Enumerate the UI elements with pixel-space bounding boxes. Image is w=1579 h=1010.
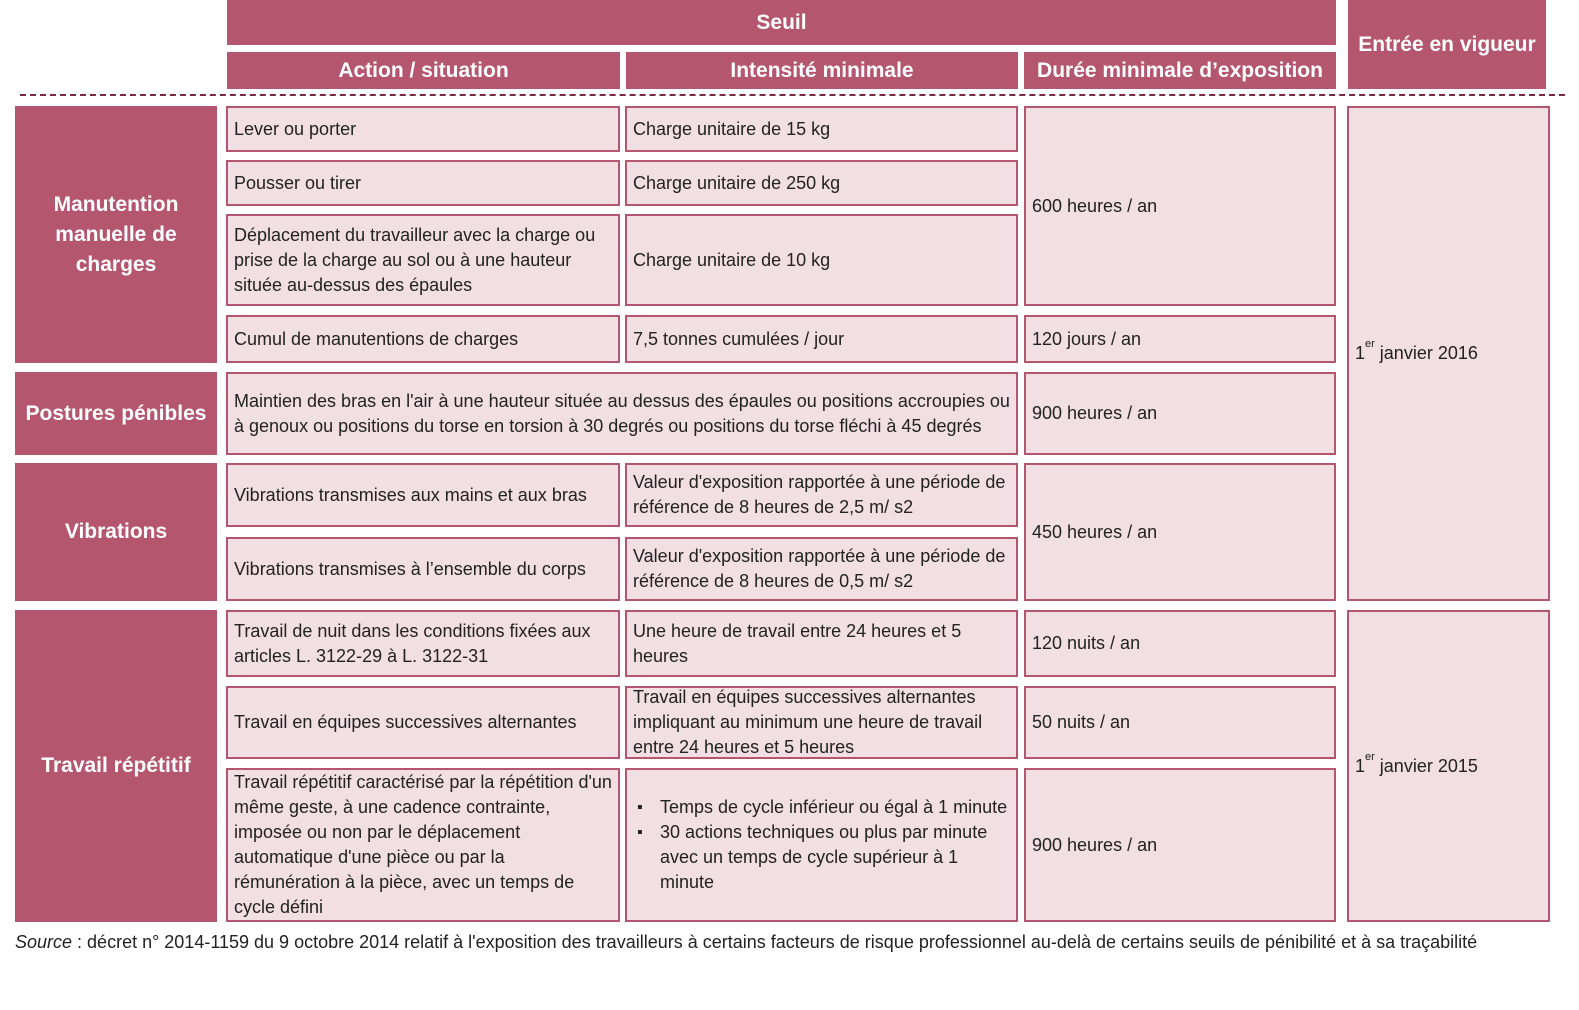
cell-action-equipes <box>226 686 620 759</box>
text: 450 heures / an <box>1032 521 1158 542</box>
header-duree: Durée minimale d’exposition <box>1024 52 1336 89</box>
cell-entree-2015 <box>1347 610 1550 922</box>
list-item: ▪ Temps de cycle inférieur ou égal à 1 minute <box>633 795 1010 820</box>
cell-duree-manutention <box>1024 106 1336 306</box>
header-divider <box>20 94 1565 96</box>
source-note <box>15 929 1560 956</box>
text: 600 heures / an <box>1032 195 1158 216</box>
cell-intensite-nuit <box>625 610 1018 677</box>
cell-intensite-repetitif <box>625 768 1018 922</box>
text: 900 heures / an <box>1032 403 1158 423</box>
text: Travail répétitif caractérisé par la répétition d'un même geste, à une cadence contrainte, imposée ou non par le déplacement automatique d'une pièce ou par la rémunération à la pièce, avec un temps de cycle défini <box>234 772 612 917</box>
category-manutention: Manutention manuelle de charges <box>15 106 217 363</box>
header-entree-en-vigueur: Entrée en vigueur <box>1348 0 1546 89</box>
cell-duree-cumul <box>1024 315 1336 363</box>
cell-action-vib-corps <box>226 537 620 601</box>
text: 7,5 tonnes cumulées / jour <box>633 328 845 349</box>
cell-duree-postures <box>1024 372 1336 455</box>
cell-duree-repetitif <box>1024 768 1336 922</box>
list-item: ▪ 30 actions techniques ou plus par minute avec un temps de cycle supérieur à 1 minute <box>633 820 1010 895</box>
text: Valeur d'exposition rapportée à une période de référence de 8 heures de 2,5 m/ s2 <box>633 472 1006 517</box>
header-action: Action / situation <box>227 52 620 89</box>
text: Charge unitaire de 250 kg <box>633 172 841 193</box>
header-intensite: Intensité minimale <box>626 52 1018 89</box>
source-text: : décret n° 2014-1159 du 9 octobre 2014 relatif à l'exposition des travailleurs à certains facteurs de risque professionnel au-delà de certains seuils de pénibilité et à sa traçabilité <box>72 932 1478 952</box>
cell-action-lever <box>226 106 620 152</box>
cell-action-nuit <box>226 610 620 677</box>
text: Valeur d'exposition rapportée à une période de référence de 8 heures de 0,5 m/ s2 <box>633 546 1006 591</box>
entree-2016-text: 1er janvier 2016 <box>1355 338 1478 363</box>
cell-intensite-equipes <box>625 686 1018 759</box>
cell-intensite-vib-mains <box>625 463 1018 527</box>
header-seuil: Seuil <box>227 0 1336 45</box>
cell-entree-2016 <box>1347 106 1550 601</box>
intensite-list <box>633 795 1010 895</box>
category-travail-repetitif: Travail répétitif <box>15 610 217 922</box>
cell-duree-equipes <box>1024 686 1336 759</box>
cell-intensite-lever <box>625 106 1018 152</box>
category-vibrations: Vibrations <box>15 463 217 601</box>
text: Lever ou porter <box>234 118 357 139</box>
category-postures: Postures pénibles <box>15 372 217 455</box>
text: Cumul de manutentions de charges <box>234 328 519 349</box>
text: Maintien des bras en l'air à une hauteur située au dessus des épaules ou positions accroupies ou à genoux ou positions du torse en torsion à 30 degrés ou positions du torse fléchi à 45 degrés <box>234 390 1010 436</box>
cell-duree-nuit <box>1024 610 1336 677</box>
text: 120 nuits / an <box>1032 633 1141 653</box>
text: Vibrations transmises à l’ensemble du corps <box>234 558 586 579</box>
text: Une heure de travail entre 24 heures et 5 heures <box>633 620 962 666</box>
cell-duree-vibrations <box>1024 463 1336 601</box>
text: Vibrations transmises aux mains et aux bras <box>234 484 587 505</box>
text: Pousser ou tirer <box>234 172 362 193</box>
cell-intensite-pousser <box>625 160 1018 206</box>
text: 50 nuits / an <box>1032 712 1131 732</box>
text: Travail de nuit dans les conditions fixées aux articles L. 3122-29 à L. 3122-31 <box>234 620 591 666</box>
entree-2015-text: 1er janvier 2015 <box>1355 750 1478 776</box>
text: Charge unitaire de 15 kg <box>633 118 831 139</box>
cell-action-repetitif <box>226 768 620 922</box>
cell-action-vib-mains <box>226 463 620 527</box>
cell-action-deplacement <box>226 214 620 306</box>
text: Travail en équipes successives alternantes <box>234 712 577 732</box>
cell-intensite-deplacement <box>625 214 1018 306</box>
cell-intensite-vib-corps <box>625 537 1018 601</box>
text: Travail en équipes successives alternantes impliquant au minimum une heure de travail entre 24 heures et 5 heures <box>633 687 983 757</box>
text: Déplacement du travailleur avec la charge ou prise de la charge au sol ou à une hauteur située au-dessus des épaules <box>234 224 596 295</box>
cell-action-postures <box>226 372 1018 455</box>
text: 900 heures / an <box>1032 834 1158 855</box>
cell-action-pousser <box>226 160 620 206</box>
cell-action-cumul <box>226 315 620 363</box>
text: 120 jours / an <box>1032 328 1142 349</box>
source-label: Source <box>15 932 73 952</box>
text: Charge unitaire de 10 kg <box>633 249 831 270</box>
cell-intensite-cumul <box>625 315 1018 363</box>
